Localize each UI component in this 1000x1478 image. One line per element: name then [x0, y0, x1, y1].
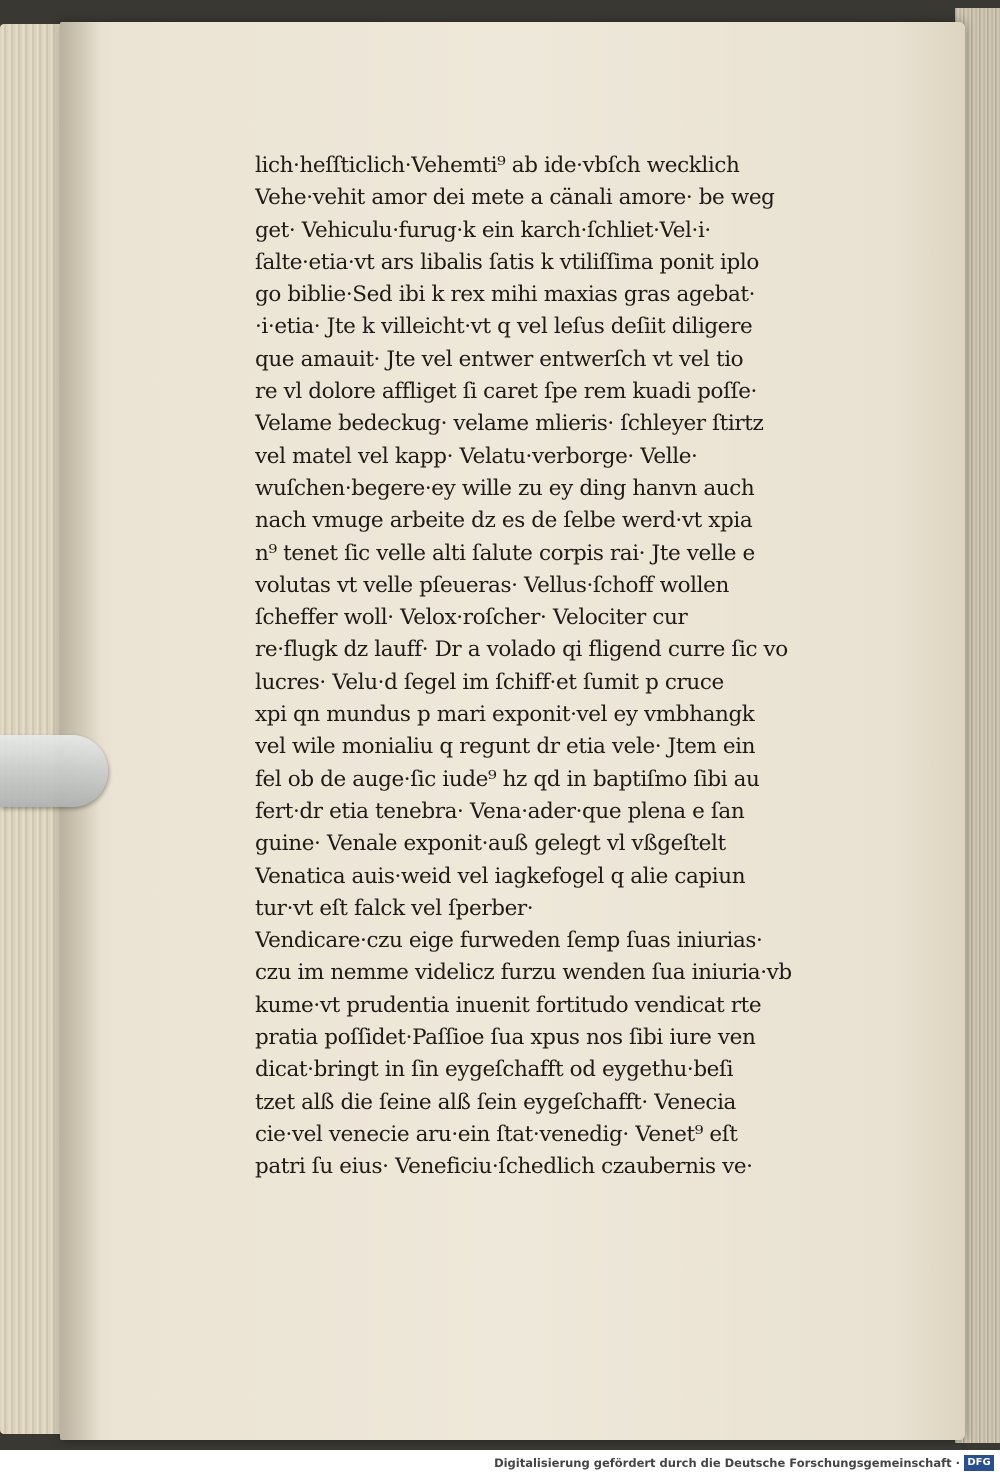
- text-line: lich·heſſticlich·Vehemti⁹ ab ide·vbſch wecklich: [255, 153, 740, 178]
- text-line: wuſchen·begere·ey wille zu ey ding hanvn auch: [255, 475, 755, 501]
- text-line: kume·vt prudentia inuenit fortitudo vendicat rte: [255, 992, 762, 1018]
- text-line: lucres· Velu·d ſegel im ſchiff·et ſumit p cruce: [255, 669, 724, 695]
- text-line: cie·vel venecie aru·ein ſtat·venedig· Venet⁹ eſt: [255, 1121, 738, 1147]
- text-line: vel matel vel kapp· Velatu·verborge· Velle·: [255, 443, 698, 469]
- text-line: n⁹ tenet ſic velle alti ſalute corpis rai· Jte velle e: [255, 540, 755, 566]
- text-line: pratia poſſidet·Paſſioe ſua xpus nos ſibi iure ven: [255, 1025, 756, 1051]
- text-line: dicat·bringt in ſin eygeſchafft od eygethu·beſi: [255, 1057, 734, 1083]
- text-line: czu im nemme videlicz furzu wenden ſua iniuria·vb: [255, 960, 792, 986]
- footer-bar: [0, 1450, 1000, 1478]
- text-line: nach vmuge arbeite dz es de ſelbe werd·vt xpia: [255, 508, 753, 534]
- text-line: guine· Venale exponit·auß gelegt vl vßgeſtelt: [255, 831, 726, 857]
- text-line: que amauit· Jte vel entwer entwerſch vt vel tio: [255, 346, 744, 372]
- text-line: volutas vt velle pſeueras· Vellus·ſchoff wollen: [255, 572, 729, 598]
- text-line: Vehe·vehit amor dei mete a cänali amore· be weg: [255, 185, 775, 211]
- text-line: re vl dolore affliget ſi caret ſpe rem kuadi poſſe·: [255, 379, 757, 405]
- text-line: go biblie·Sed ibi k rex mihi maxias gras agebat·: [255, 282, 756, 308]
- text-line: tzet alß die ſeine alß ſein eygeſchafft· Venecia: [255, 1089, 736, 1115]
- text-line: Venatica auis·weid vel iagkefogel q alie capiun: [255, 863, 746, 889]
- text-line: Velame bedeckug· velame mlieris· ſchleyer ſtirtz: [255, 411, 764, 437]
- text-line: patri ſu eius· Veneficiu·ſchedlich czaubernis ve·: [255, 1154, 753, 1180]
- text-line: fel ob de auge·ſic iude⁹ hz qd in baptiſmo ſibi au: [255, 766, 760, 792]
- page-gutter-shadow: [60, 22, 100, 1440]
- text-line: get· Vehiculu·furug·k ein karch·ſchliet·Vel·i·: [255, 217, 711, 243]
- text-line: vel wile monialiu q regunt dr etia vele· Jtem ein: [255, 734, 756, 760]
- printed-text-block: [255, 150, 880, 1184]
- text-line: Vendicare·czu eige furweden ſemp ſuas iniurias·: [255, 928, 763, 954]
- text-line: ·i·etia· Jte k villeicht·vt q vel leſus deſiit diligere: [255, 314, 753, 340]
- funding-credit: Digitalisierung gefördert durch die Deutsche Forschungsgemeinschaft ·: [494, 1456, 960, 1470]
- page-clip: [0, 735, 108, 807]
- text-line: xpi qn mundus p mari exponit·vel ey vmbhangk: [255, 702, 755, 728]
- text-line: re·flugk dz lauff· Dr a volado qi fligend curre ſic vo: [255, 637, 788, 663]
- text-line: tur·vt eſt falck vel ſperber·: [255, 895, 534, 921]
- text-line: fert·dr etia tenebra· Vena·ader·que plena e ſan: [255, 798, 745, 824]
- text-line: ſcheffer woll· Velox·roſcher· Velociter cur: [255, 605, 688, 631]
- text-line: ſalte·etia·vt ars libalis ſatis k vtiliſſima ponit iplo: [255, 249, 759, 275]
- dfg-logo: DFG: [964, 1455, 994, 1471]
